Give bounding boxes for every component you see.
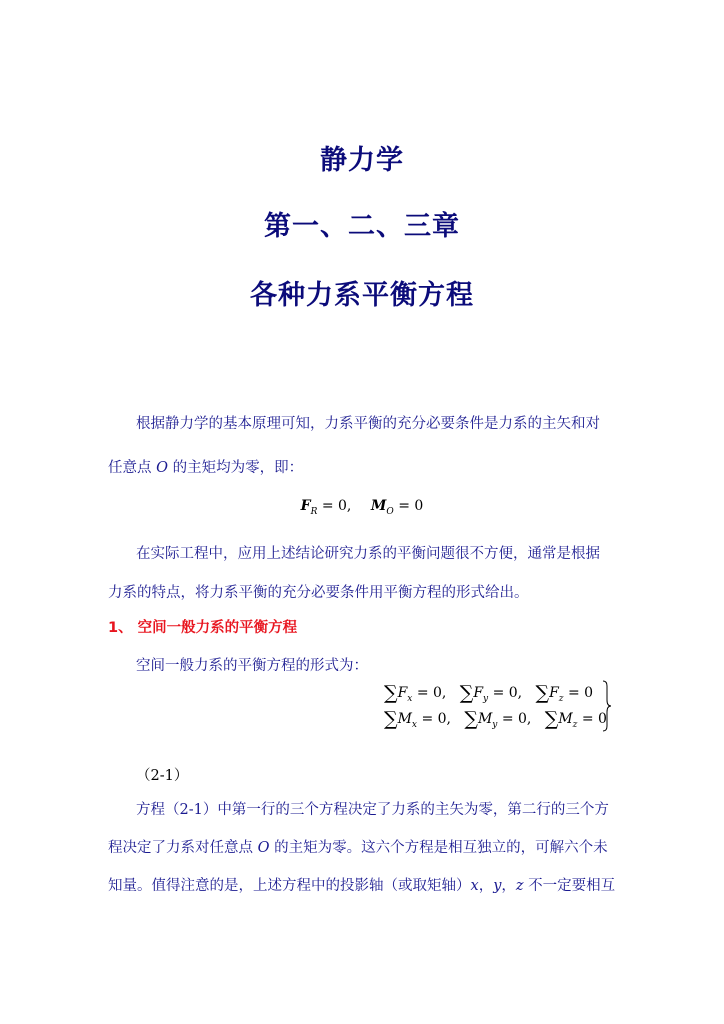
right-brace	[602, 680, 612, 732]
para1-line2: 任意点 O 的主矩均为零，即：	[108, 460, 304, 476]
para2-line1: 在实际工程中，应用上述结论研究力系的平衡问题很不方便，通常是根据	[136, 546, 600, 562]
equation-number: （2-1）	[136, 768, 189, 784]
para3-line3: 知量。值得注意的是，上述方程中的投影轴（或取矩轴）x，y，z 不一定要相互	[108, 878, 616, 894]
equation-row-forces: $\sum F_x = 0$, $\sum F_y = 0$, $\sum F_z = 0$	[384, 682, 594, 704]
section-heading: 1、 空间一般力系的平衡方程	[108, 620, 298, 636]
title-chapters: 第一、二、三章	[264, 211, 460, 242]
title-statics: 静力学	[320, 145, 404, 176]
equation-force-moment: $F_R = 0$, $M_O = 0$	[300, 498, 424, 517]
section-intro: 空间一般力系的平衡方程的形式为：	[136, 658, 368, 674]
para2-line2: 力系的特点，将力系平衡的充分必要条件用平衡方程的形式给出。	[108, 585, 529, 601]
para1-line1: 根据静力学的基本原理可知，力系平衡的充分必要条件是力系的主矢和对	[136, 416, 600, 432]
equilibrium-equations	[384, 680, 607, 732]
para3-line1: 方程（2-1）中第一行的三个方程决定了力系的主矢为零，第二行的三个方	[136, 802, 609, 818]
equation-row-moments: $\sum M_x = 0$, $\sum M_y = 0$, $\sum M_z = 0$	[384, 708, 607, 730]
para3-line2: 程决定了力系对任意点 O 的主矩为零。这六个方程是相互独立的，可解六个未	[108, 840, 608, 856]
title-equilibrium-equations: 各种力系平衡方程	[250, 280, 474, 311]
